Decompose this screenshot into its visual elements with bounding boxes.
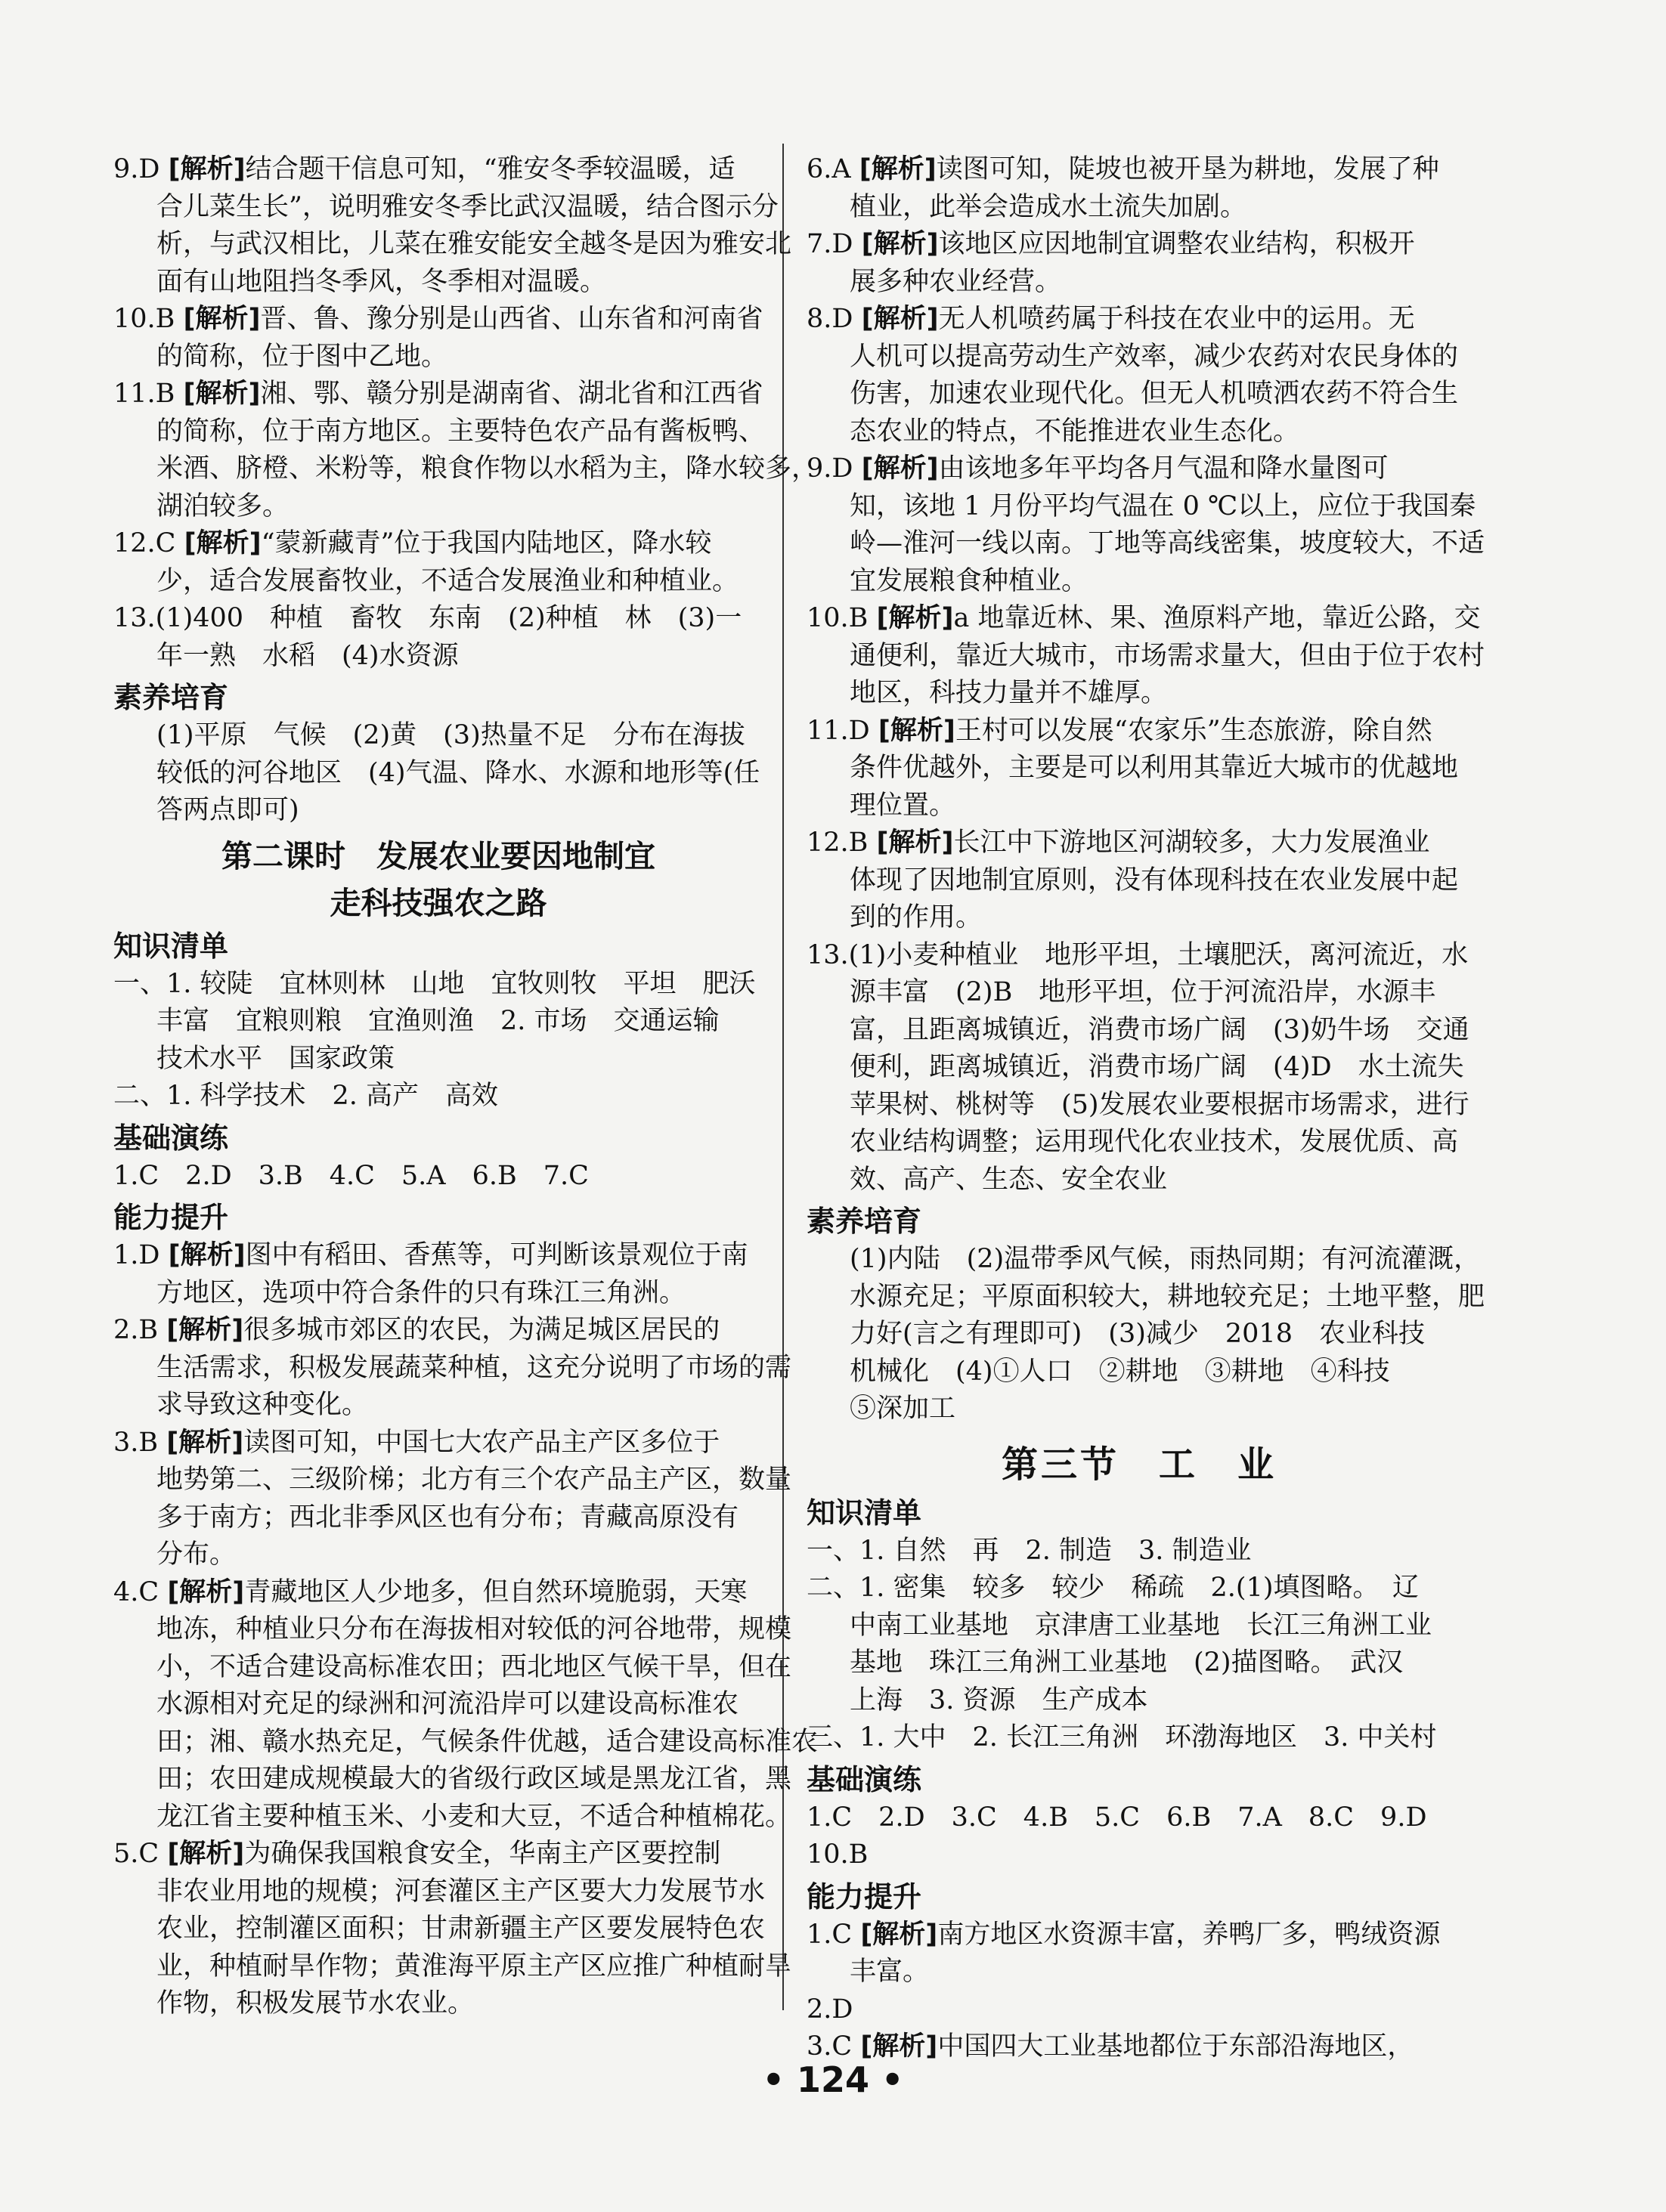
section-title-industry: 第三节 工 业 [1001, 1443, 1277, 1486]
zhishi-answers-right: 一、1. 自然 再 2. 制造 3. 制造业 二、1. 密集 较多 较少 稀疏 2.(1)填图略。 辽 中南工业基地 京津唐工业基地 长江三角洲工业 基地 珠江三角洲工业基地 (2)描图略。 武汉 上海 3. 资源 生产成本 三、1. 大中 2. 长江三角洲 环渤海地区 3. 中关村 [807, 1535, 1437, 1753]
section-heading-suyang: 素养培育 [113, 681, 229, 714]
nengli-answer-1: 1.D [解析]图中有稻田、香蕉等，可判断该景观位于南 方地区，选项中符合条件的只有珠江三角洲。 [113, 1240, 748, 1308]
left-column [113, 151, 819, 2023]
nengli-answer-3-right: 3.C [解析]中国四大工业基地都位于东部沿海地区， [807, 2031, 1414, 2062]
suyang-answers-right: (1)内陆 (2)温带季风气候，雨热同期；有河流灌溉， 水源充足；平原面积较大，耕地较充足；土地平整，肥 力好(言之有理即可) (3)减少 2018 农业科技 机械化 (4)①人口 ②耕地 ③耕地 ④科技 ⑤深加工 [850, 1244, 1485, 1424]
nengli-answer-5: 5.C [解析]为确保我国粮食安全，华南主产区要控制 非农业用地的规模；河套灌区主产区要大力发展节水 农业，控制灌区面积；甘肃新疆主产区要发展特色农 业，种植耐旱作物；黄淮海平原主产区应推广种植耐旱 作物，积极发展节水农业。 [113, 1839, 792, 2019]
suyang-answers: (1)平原 气候 (2)黄 (3)热量不足 分布在海拔 较低的河谷地区 (4)气温、降水、水源和地形等(任 答两点即可) [156, 720, 760, 825]
answer-12: 12.C [解析]“蒙新藏青”位于我国内陆地区，降水较 少，适合发展畜牧业，不适合发展渔业和种植业。 [113, 528, 739, 596]
answer-10: 10.B [解析]晋、鲁、豫分别是山西省、山东省和河南省 的简称，位于图中乙地。 [113, 304, 763, 372]
nengli-answer-3: 3.B [解析]读图可知，中国七大农产品主产区多位于 地势第二、三级阶梯；北方有三个农产品主产区，数量 多于南方；西北非季风区也有分布；青藏高原没有 分布。 [113, 1427, 792, 1570]
page-number: • 124 • [762, 2059, 904, 2100]
answer-13: 13.(1)400 种植 畜牧 东南 (2)种植 林 (3)一 年一熟 水稻 (4)水资源 [113, 603, 742, 671]
section-heading-nengli-right: 能力提升 [807, 1879, 922, 1913]
answer-7: 7.D [解析]该地区应因地制宜调整农业结构，积极开 展多种农业经营。 [807, 229, 1415, 297]
answer-11: 11.B [解析]湘、鄂、赣分别是湖南省、湖北省和江西省 的简称，位于南方地区。主要特色农产品有酱板鸭、 米酒、脐橙、米粉等，粮食作物以水稻为主，降水较多， 湖泊较多。 [113, 379, 819, 521]
jichu-answers: 1.C 2.D 3.B 4.C 5.A 6.B 7.C [113, 1160, 589, 1191]
nengli-answer-2: 2.B [解析]很多城市郊区的农民，为满足城区居民的 生活需求，积极发展蔬菜种植，这充分说明了市场的需 求导致这种变化。 [113, 1315, 792, 1420]
jichu-answers-right: 1.C 2.D 3.C 4.B 5.C 6.B 7.A 8.C 9.D 10.B [807, 1802, 1427, 1870]
answer-8: 8.D [解析]无人机喷药属于科技在农业中的运用。无 人机可以提高劳动生产效率，减少农药对农民身体的 伤害，加速农业现代化。但无人机喷洒农药不符合生 态农业的特点，不能推进农业生态化。 [807, 304, 1459, 447]
answer-9r: 9.D [解析]由该地多年平均各月气温和降水量图可 知，该地 1 月份平均气温在 0 ℃以上，应位于我国秦 岭—淮河一线以南。丁地等高线密集，坡度较大，不适 宜发展粮食种植业。 [807, 453, 1485, 596]
section-heading-jichu-right: 基础演练 [807, 1762, 922, 1796]
lesson-title-line1: 第二课时 发展农业要因地制宜 [221, 837, 655, 874]
zhishi-answers: 一、1. 较陡 宜林则林 山地 宜牧则牧 平坦 肥沃 丰富 宜粮则粮 宜渔则渔 2. 市场 交通运输 技术水平 国家政策 二、1. 科学技术 2. 高产 高效 [113, 968, 756, 1111]
answer-12r: 12.B [解析]长江中下游地区河湖较多，大力发展渔业 体现了因地制宜原则，没有体现科技在农业发展中起 到的作用。 [807, 828, 1459, 933]
answer-6: 6.A [解析]读图可知，陡坡也被开垦为耕地，发展了种 植业，此举会造成水土流失加剧。 [807, 154, 1439, 222]
nengli-answer-1-right: 1.C [解析]南方地区水资源丰富，养鸭厂多，鸭绒资源 丰富。 [807, 1919, 1441, 1987]
nengli-answer-2-right: 2.D [807, 1994, 853, 2025]
answer-11r: 11.D [解析]王村可以发展“农家乐”生态旅游，除自然 条件优越外，主要是可以利用其靠近大城市的优越地 理位置。 [807, 715, 1459, 821]
nengli-answer-4: 4.C [解析]青藏地区人少地多，但自然环境脆弱，天寒 地冻，种植业只分布在海拔相对较低的河谷地带，规模 小，不适合建设高标准农田；西北地区气候干旱，但在 水源相对充足的绿洲和河流沿岸可以建设高标准农 田；湘、赣水热充足，气候条件优越，适合建设高标准农 田；农田建成规模最大的省级行政区域是黑龙江省，黑 龙江省主要种植玉米、小麦和大豆，不适合种植棉花。 [113, 1576, 819, 1832]
section-heading-nengli: 能力提升 [113, 1201, 229, 1234]
section-heading-zhishi-right: 知识清单 [807, 1496, 922, 1530]
right-column [807, 151, 1485, 2066]
answer-13r: 13.(1)小麦种植业 地形平坦，土壤肥沃，离河流近，水 源丰富 (2)B 地形平坦，位于河流沿岸，水源丰 富，且距离城镇近，消费市场广阔 (3)奶牛场 交通 便利，距离城镇近，消费市场广阔 (4)D 水土流失 苹果树、桃树等 (5)发展农业要根据市场需求，进行 农业结构调整；运用现代化农业技术，发展优质、高 效、高产、生态、安全农业 [807, 939, 1469, 1195]
section-heading-zhishi: 知识清单 [113, 929, 229, 963]
answer-9: 9.D [解析]结合题干信息可知，“雅安冬季较温暖，适 合儿菜生长”，说明雅安冬季比武汉温暖，结合图示分 析，与武汉相比，儿菜在雅安能安全越冬是因为雅安北 面有山地阻挡冬季风，冬季相对温暖。 [113, 154, 792, 297]
lesson-title-line2: 走科技强农之路 [330, 884, 547, 921]
section-heading-suyang-right: 素养培育 [807, 1205, 922, 1238]
section-heading-jichu: 基础演练 [113, 1121, 229, 1155]
answer-10r: 10.B [解析]a 地靠近林、果、渔原料产地，靠近公路，交 通便利，靠近大城市，市场需求量大，但由于位于农村 地区，科技力量并不雄厚。 [807, 603, 1485, 708]
